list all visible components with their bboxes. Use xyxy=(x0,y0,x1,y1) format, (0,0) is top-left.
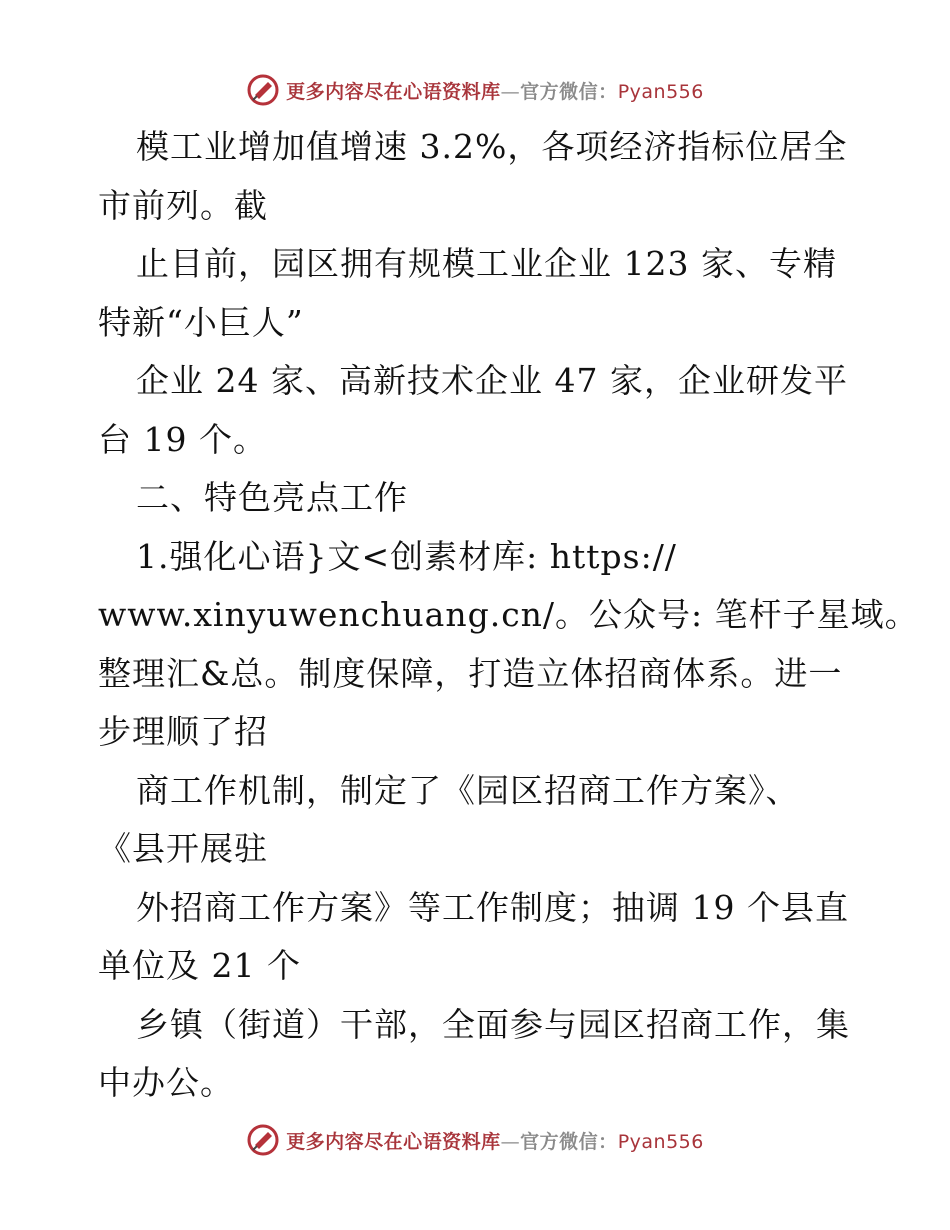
footer-watermark-banner xyxy=(0,1118,950,1162)
body-line: 止目前，园区拥有规模工业企业 123 家、专精 xyxy=(136,244,837,283)
body-line: 《县开展驻 xyxy=(98,829,268,868)
footer-banner-separator: — xyxy=(500,1130,521,1153)
body-line: 中办公。 xyxy=(98,1063,234,1102)
footer-wechat-label: 官方微信： xyxy=(520,1130,618,1153)
body-line: 特新“小巨人” xyxy=(98,302,304,342)
body-line: 乡镇（街道）干部，全面参与园区招商工作，集 xyxy=(136,1004,850,1044)
body-line: 模工业增加值增速 3.2%，各项经济指标位居全 xyxy=(136,127,848,166)
body-line: 步理顺了招 xyxy=(98,712,268,751)
header-wechat-id: Pyan556 xyxy=(617,80,704,103)
brand-logo-icon xyxy=(246,1123,280,1157)
header-banner-text xyxy=(286,77,704,104)
body-line: 1.强化心语}文<创素材库: https:// xyxy=(136,536,677,576)
header-wechat-label: 官方微信： xyxy=(520,80,618,103)
footer-banner-title: 更多内容尽在心语资料库 xyxy=(286,1130,501,1153)
body-line-url: www.xinyuwenchuang.cn/。公众号: 笔杆子星域。 xyxy=(98,595,919,634)
body-line: 市前列。截 xyxy=(98,185,268,225)
footer-wechat-id: Pyan556 xyxy=(617,1130,704,1153)
body-line: 整理汇&总。制度保障，打造立体招商体系。进一 xyxy=(98,653,843,693)
body-line: 企业 24 家、高新技术企业 47 家，企业研发平 xyxy=(136,361,848,400)
header-watermark-banner xyxy=(0,68,950,112)
document-body xyxy=(98,118,919,1113)
brand-logo-icon xyxy=(246,73,280,107)
body-line: 台 19 个。 xyxy=(98,419,267,459)
footer-banner-text xyxy=(286,1127,704,1154)
header-banner-separator: — xyxy=(500,80,521,103)
header-banner-title: 更多内容尽在心语资料库 xyxy=(286,80,501,103)
body-line: 商工作机制，制定了《园区招商工作方案》、 xyxy=(136,770,800,810)
section-heading: 二、特色亮点工作 xyxy=(136,478,408,517)
body-line: 外招商工作方案》等工作制度；抽调 19 个县直 xyxy=(136,887,849,927)
body-line: 单位及 21 个 xyxy=(98,946,301,985)
